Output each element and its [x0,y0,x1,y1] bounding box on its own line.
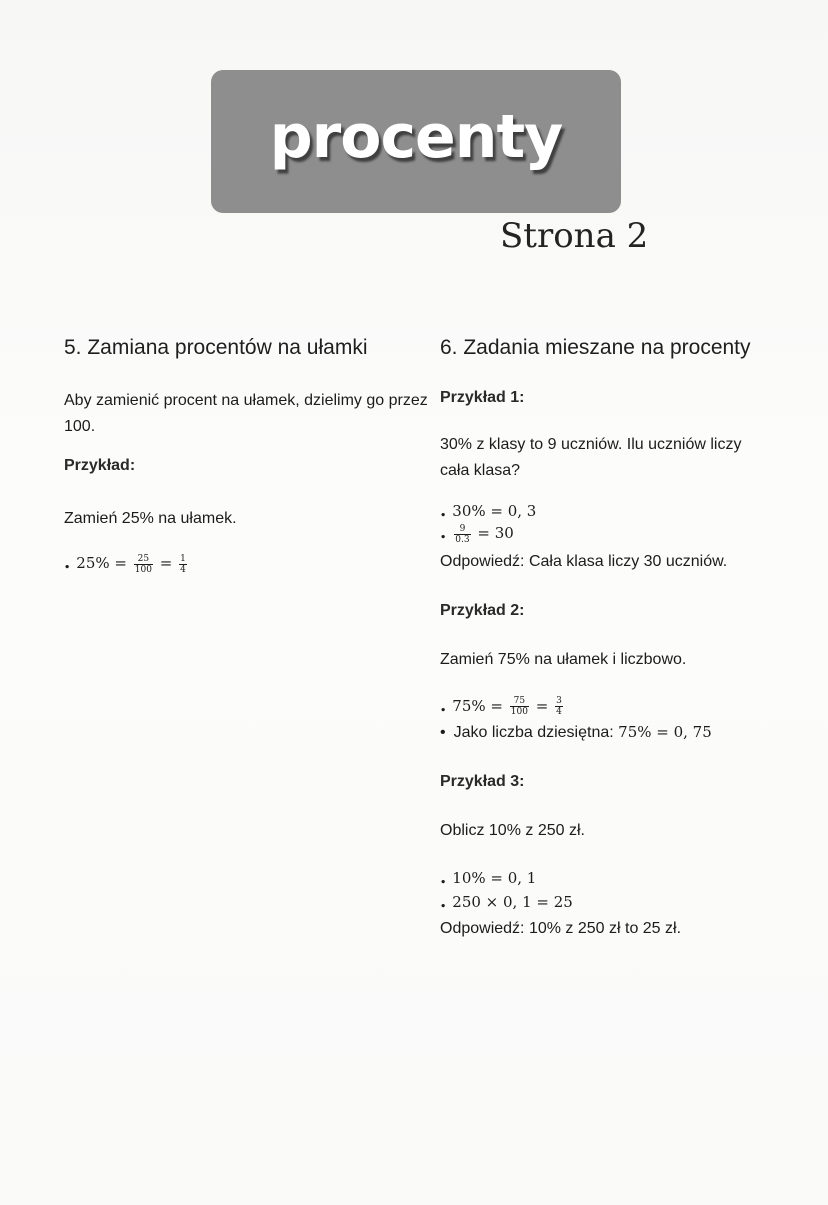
example-1-text: 30% z klasy to 9 uczniów. Ilu uczniów liczy cała klasa? [440,436,742,479]
math-text: 30% = 0, 3 [452,502,537,520]
bullet-dot: • [440,723,446,741]
bullet-dot: . [440,890,447,912]
title-banner [211,70,621,213]
bullet-dot: . [440,522,447,543]
example-1-answer: Odpowiedź: Cała klasa liczy 30 uczniów. [440,552,728,570]
example-3-line-2 [440,890,790,914]
bullet-dot: . [440,500,447,521]
bullet-dot: . [64,552,71,573]
math-lhs: 25% = [76,554,127,572]
example-2-line-1 [440,693,790,719]
math-equals: = [535,696,549,715]
page-number: Strona 2 [500,216,649,256]
right-column [440,334,790,942]
intro-paragraph: Aby zamienić procent na ułamek, dzielimy go przez 100. [64,392,428,435]
example-task: Zamień 25% na ułamek. [64,510,237,527]
example-3-answer: Odpowiedź: 10% z 250 zł to 25 zł. [440,919,682,937]
example-1-line-2 [440,522,790,545]
math-text: 10% = 0, 1 [452,868,537,887]
example-3-line-1 [440,866,790,890]
fraction-1-4: $\frac{1}{4}$ [180,553,186,575]
math-text: 250 × 0, 1 = 25 [452,892,573,911]
section-heading-5: 5. Zamiana procentów na ułamki [64,336,368,359]
example-1-label: Przykład 1: [440,389,525,406]
math-equals: = [159,554,173,572]
bullet-dot: . [440,866,447,888]
example-2-label: Przykład 2: [440,601,525,619]
decimal-math: 75% = 0, 75 [618,722,712,741]
example-2-line-2 [440,719,790,746]
example-label: Przykład: [64,457,136,474]
math-lhs: 75% = [452,696,503,715]
math-line-25-percent [64,550,438,576]
bullet-dot: . [440,694,447,716]
fraction-75-100: $\frac{75}{100}$ [510,696,528,717]
example-3-text: Oblicz 10% z 250 zł. [440,821,585,839]
left-column [64,334,438,576]
page-title: procenty [269,102,563,172]
fraction-25-100: $\frac{25}{100}$ [134,553,152,575]
math-text: = 30 [477,524,514,542]
example-1-line-1 [440,500,790,522]
example-3-label: Przykład 3: [440,772,525,790]
decimal-label: Jako liczba dziesiętna: [453,723,614,741]
example-2-text: Zamień 75% na ułamek i liczbowo. [440,650,687,668]
fraction-3-4: $\frac{3}{4}$ [556,696,562,717]
fraction-9-0-3: $\frac{9}{0.3}$ [455,523,470,545]
section-heading-6: 6. Zadania mieszane na procenty [440,336,751,359]
